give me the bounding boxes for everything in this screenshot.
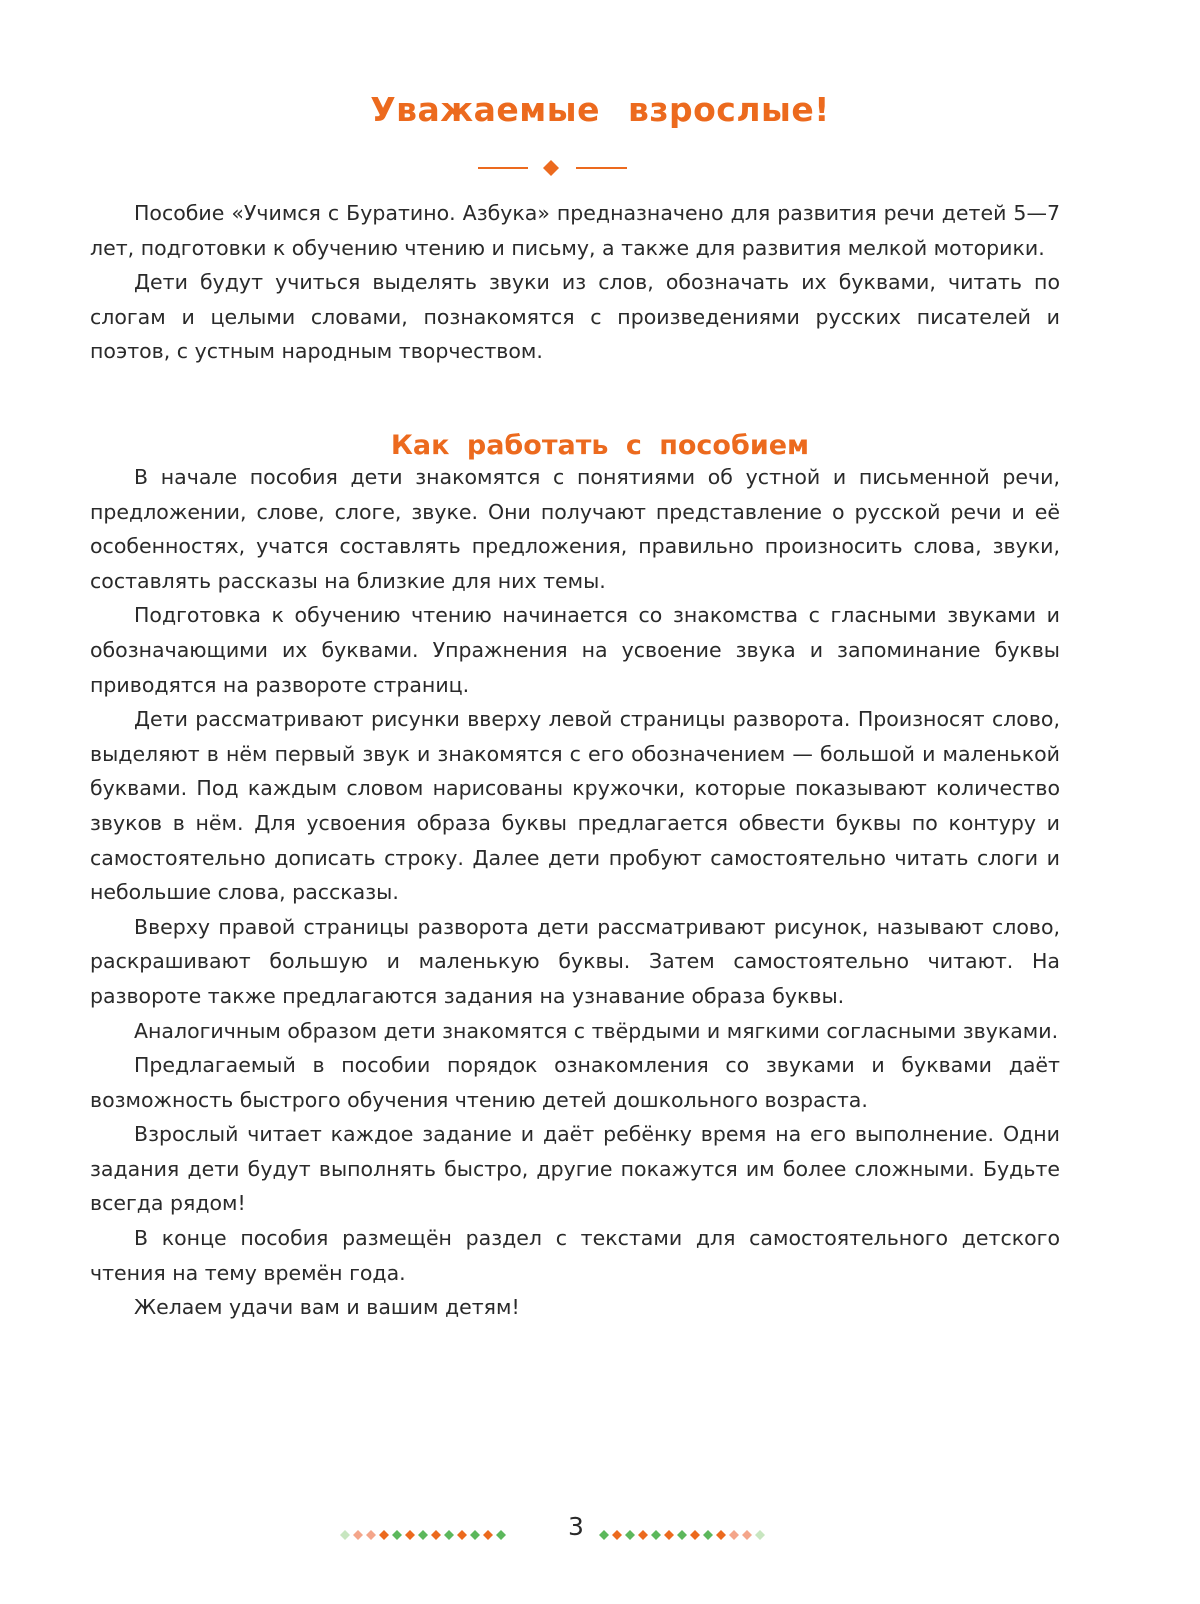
section-title: Как работать с пособием: [390, 430, 810, 461]
right-footer-diamond-icon: [716, 1530, 726, 1540]
footer-diamond-ornament: [0, 1510, 1200, 1560]
section-paragraph: В конце пособия размещён раздел с текстами для самостоятельного детского чтения на тему времён года.: [90, 1226, 1060, 1285]
left-footer-diamond-icon: [340, 1530, 350, 1540]
intro-text: [90, 196, 1060, 369]
left-footer-diamond-icon: [496, 1530, 506, 1540]
left-footer-diamond-icon: [366, 1530, 376, 1540]
section-paragraph: Аналогичным образом дети знакомятся с твёрдыми и мягкими согласными звуками.: [134, 1018, 1059, 1043]
right-footer-diamond-icon: [612, 1530, 622, 1540]
right-footer-diamond-icon: [638, 1530, 648, 1540]
left-footer-diamond-icon: [470, 1530, 480, 1540]
right-footer-diamond-icon: [755, 1530, 765, 1540]
right-footer-diamond-icon: [742, 1530, 752, 1540]
right-footer-diamond-icon: [690, 1530, 700, 1540]
left-footer-diamond-icon: [392, 1530, 402, 1540]
left-footer-diamond-icon: [353, 1530, 363, 1540]
title-divider-ornament: [0, 158, 1200, 178]
section-paragraph: Предлагаемый в пособии порядок ознакомления со звуками и буквами даёт возможность быстрого обучения чтению детей дошкольного возраста.: [90, 1053, 1060, 1112]
left-footer-diamond-icon: [418, 1530, 428, 1540]
section-paragraph: Дети рассматривают рисунки вверху левой страницы разворота. Произносят слово, выделяют в нём первый звук и знакомятся с его обозначением — большой и маленькой буквами. Под каждым словом нарисованы кружочки, которые показывают количество звуков в нём. Для усвоения образа буквы предлагается обвести буквы по контуру и самостоятельно дописать строку. Далее дети пробуют самостоятельно читать слоги и небольшие слова, рассказы.: [90, 707, 1060, 905]
right-footer-diamond-icon: [651, 1530, 661, 1540]
diamond-icon: [543, 160, 559, 176]
left-footer-diamond-icon: [444, 1530, 454, 1540]
left-footer-diamond-icon: [483, 1530, 493, 1540]
right-footer-diamond-icon: [677, 1530, 687, 1540]
section-paragraph: Взрослый читает каждое задание и даёт ребёнку время на его выполнение. Одни задания дети будут выполнять быстро, другие покажутся им более сложными. Будьте всегда рядом!: [90, 1122, 1060, 1216]
left-footer-diamond-icon: [457, 1530, 467, 1540]
section-paragraph: В начале пособия дети знакомятся с понятиями об устной и письменной речи, предложении, слове, слоге, звуке. Они получают представление о русской речи и её особенностях, учатся составлять предложения, правильно произносить слова, звуки, составлять рассказы на близкие для них темы.: [90, 465, 1060, 593]
right-footer-diamond-icon: [703, 1530, 713, 1540]
section-paragraph: Вверху правой страницы разворота дети рассматривают рисунок, называют слово, раскрашивают большую и маленькую буквы. Затем самостоятельно читают. На развороте также предлагаются задания на узнавание образа буквы.: [90, 914, 1060, 1008]
left-footer-diamond-icon: [431, 1530, 441, 1540]
right-footer-diamond-icon: [729, 1530, 739, 1540]
section-paragraph: Подготовка к обучению чтению начинается со знакомства с гласными звуками и обозначающими их буквами. Упражнения на усвоение звука и запоминание буквы приводятся на развороте страниц.: [90, 603, 1060, 697]
right-footer-diamond-icon: [664, 1530, 674, 1540]
left-footer-diamond-icon: [379, 1530, 389, 1540]
section-text: [90, 460, 1060, 1325]
section-paragraph: Желаем удачи вам и вашим детям!: [134, 1295, 520, 1320]
right-footer-diamond-icon: [599, 1530, 609, 1540]
page-number: 3: [568, 1512, 584, 1541]
right-footer-diamond-icon: [625, 1530, 635, 1540]
page-title: Уважаемые взрослые!: [370, 90, 830, 129]
intro-paragraph: Пособие «Учимся с Буратино. Азбука» предназначено для развития речи детей 5—7 лет, подготовки к обучению чтению и письму, а также для развития мелкой моторики.: [90, 201, 1060, 260]
left-footer-diamond-icon: [405, 1530, 415, 1540]
intro-paragraph: Дети будут учиться выделять звуки из слов, обозначать их буквами, читать по слогам и целыми словами, познакомятся с произведениями русских писателей и поэтов, с устным народным творчеством.: [90, 270, 1060, 364]
